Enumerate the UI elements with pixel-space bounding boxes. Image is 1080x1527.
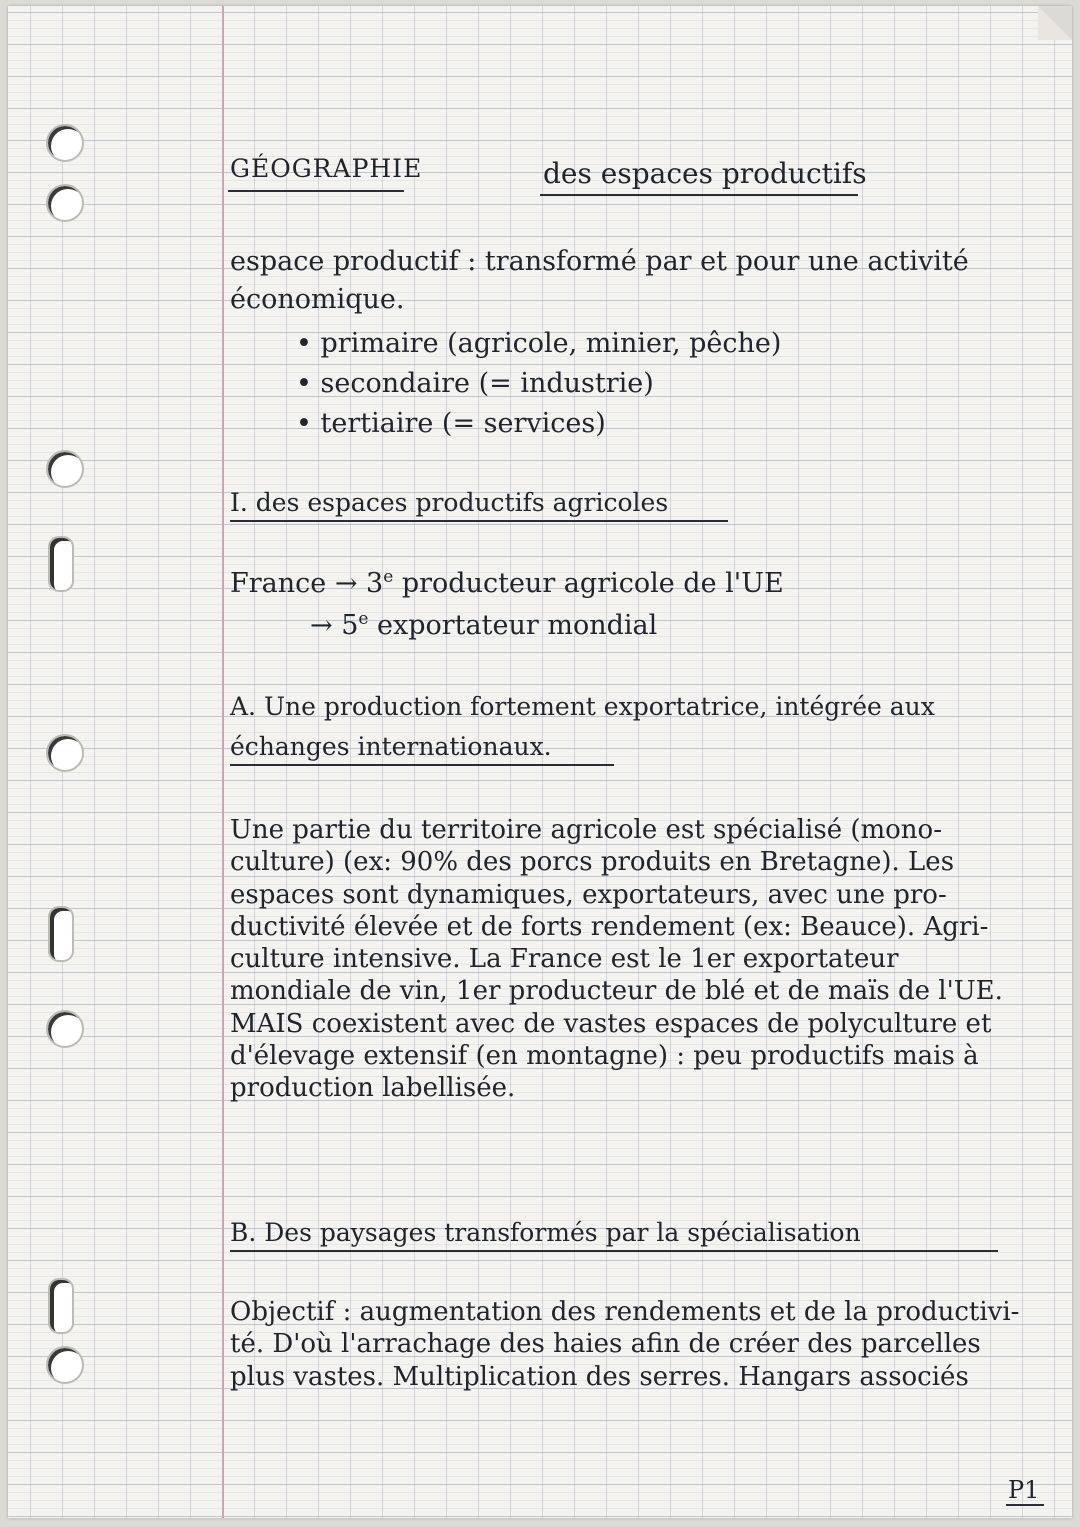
subsection-underline bbox=[230, 1250, 998, 1252]
subsection-heading: A. Une production fortement exportatrice, intégrée aux bbox=[230, 692, 935, 721]
definition-line: économique. bbox=[230, 284, 405, 315]
binder-slot bbox=[48, 536, 74, 592]
page-corner-fold bbox=[1038, 6, 1072, 40]
subject-label: GÉOGRAPHIE bbox=[230, 154, 423, 183]
binder-hole bbox=[46, 124, 84, 162]
paragraph-line: production labellisée. bbox=[230, 1073, 516, 1104]
binder-hole bbox=[46, 734, 84, 772]
definition-line: espace productif : transformé par et pour une activité bbox=[230, 246, 969, 277]
binder-hole bbox=[46, 184, 84, 222]
paragraph-line: mondiale de vin, 1er producteur de blé et de maïs de l'UE. bbox=[230, 976, 1003, 1007]
title-underline bbox=[540, 194, 858, 196]
paragraph-line: té. D'où l'arrachage des haies afin de créer des parcelles bbox=[230, 1329, 981, 1360]
page-number: P1 bbox=[1008, 1476, 1040, 1504]
paragraph-line: plus vastes. Multiplication des serres. Hangars associés bbox=[230, 1361, 969, 1392]
paragraph-line: culture intensive. La France est le 1er exportateur bbox=[230, 944, 899, 975]
paragraph-line: d'élevage extensif (en montagne) : peu productifs mais à bbox=[230, 1041, 979, 1072]
fact-line: → $5^e$ exportateur mondial bbox=[310, 609, 658, 641]
binder-slot bbox=[48, 906, 74, 962]
paragraph bbox=[230, 814, 1003, 1105]
subsection-underline bbox=[230, 764, 614, 766]
paragraph-line: culture) (ex: 90% des porcs produits en Bretagne). Les bbox=[230, 847, 955, 878]
page-title: des espaces productifs bbox=[543, 157, 867, 190]
section-heading: I. des espaces productifs agricoles bbox=[230, 488, 669, 517]
section-underline bbox=[230, 520, 728, 522]
page-number-underline bbox=[1006, 1504, 1044, 1506]
paragraph-line: espaces sont dynamiques, exportateurs, avec une pro- bbox=[230, 879, 947, 910]
paragraph-line: MAIS coexistent avec de vastes espaces de polyculture et bbox=[230, 1008, 992, 1039]
subsection-heading: B. Des paysages transformés par la spécialisation bbox=[230, 1218, 861, 1247]
binder-hole bbox=[46, 1010, 84, 1048]
paragraph-line: Une partie du territoire agricole est spécialisé (mono- bbox=[230, 815, 942, 845]
paragraph-line: ductivité élevée et de forts rendement (ex: Beauce). Agri- bbox=[230, 911, 989, 942]
notebook-page bbox=[8, 6, 1072, 1518]
subject-underline bbox=[228, 190, 404, 192]
bullet-item: • tertiaire (= services) bbox=[296, 408, 606, 439]
subsection-heading: échanges internationaux. bbox=[230, 732, 552, 761]
binder-slot bbox=[48, 1278, 74, 1334]
paragraph bbox=[230, 1296, 1019, 1393]
fact-line: France → $3^e$ producteur agricole de l'UE bbox=[230, 567, 784, 599]
binder-hole bbox=[46, 1346, 84, 1384]
bullet-item: • secondaire (= industrie) bbox=[296, 368, 654, 399]
binder-hole bbox=[46, 450, 84, 488]
bullet-item: • primaire (agricole, minier, pêche) bbox=[296, 328, 782, 359]
paragraph-line: Objectif : augmentation des rendements et de la productivi- bbox=[230, 1297, 1020, 1327]
